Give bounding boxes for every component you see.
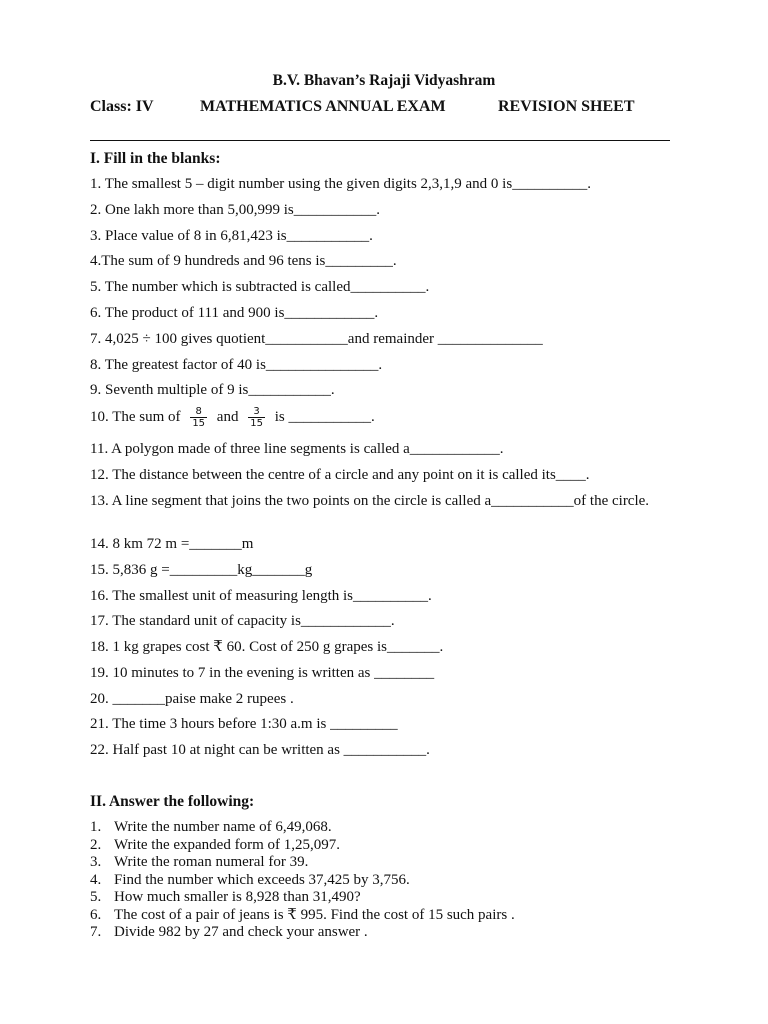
list-item: 4. Find the number which exceeds 37,425 by 3,756. [90,871,410,888]
question-16: 16. The smallest unit of measuring length is__________. [90,588,432,604]
question-18: 18. 1 kg grapes cost ₹ 60. Cost of 250 g grapes is_______. [90,639,444,655]
list-item: 3. Write the roman numeral for 39. [90,854,309,870]
question-14: 14. 8 km 72 m =_______m [90,536,254,552]
section-1-title: I. Fill in the blanks: [90,150,221,167]
header-divider [90,140,670,141]
question-21: 21. The time 3 hours before 1:30 a.m is _________ [90,716,398,732]
list-item: 6. The cost of a pair of jeans is ₹ 995. Find the cost of 15 such pairs . [90,906,515,923]
question-20: 20. _______paise make 2 rupees . [90,691,294,707]
answer-list [90,819,690,942]
fraction-denominator: 15 [250,418,263,429]
question-17: 17. The standard unit of capacity is____________. [90,613,395,629]
question-15: 15. 5,836 g =_________kg_______g [90,562,313,578]
question-22: 22. Half past 10 at night can be written as ___________. [90,742,430,758]
list-item: 5. How much smaller is 8,928 than 31,490? [90,889,361,905]
sheet-title: REVISION SHEET [498,98,635,115]
question-6: 6. The product of 111 and 900 is____________. [90,305,379,321]
question-4: 4.The sum of 9 hundreds and 96 tens is_________. [90,253,397,269]
list-item: 1. Write the number name of 6,49,068. [90,819,332,835]
q10-and: and [216,408,239,425]
question-8: 8. The greatest factor of 40 is_______________. [90,357,383,373]
question-19: 19. 10 minutes to 7 in the evening is written as ________ [90,665,435,681]
list-item: 2. Write the expanded form of 1,25,097. [90,836,340,853]
q10-suffix: is ___________. [274,408,375,425]
fraction-3-15 [248,406,265,429]
school-name: B.V. Bhavan’s Rajaji Vidyashram [272,72,496,89]
question-11: 11. A polygon made of three line segments is called a____________. [90,441,504,457]
fraction-numerator: 8 [190,406,207,418]
question-12: 12. The distance between the centre of a circle and any point on it is called its____. [90,467,590,483]
fraction-8-15 [190,406,207,429]
question-1: 1. The smallest 5 – digit number using the given digits 2,3,1,9 and 0 is__________. [90,176,591,192]
question-10 [90,406,680,429]
q10-prefix: 10. The sum of [90,408,181,425]
question-13: 13. A line segment that joins the two points on the circle is called a___________of the circle. [90,493,650,509]
fraction-denominator: 15 [192,418,206,429]
section-2-title: II. Answer the following: [90,793,255,810]
exam-title: MATHEMATICS ANNUAL EXAM [200,98,446,115]
question-3: 3. Place value of 8 in 6,81,423 is___________. [90,228,373,244]
list-item: 7. Divide 982 by 27 and check your answer . [90,924,368,940]
question-9: 9. Seventh multiple of 9 is___________. [90,382,335,398]
question-7: 7. 4,025 ÷ 100 gives quotient___________and remainder ______________ [90,331,543,347]
class-label: Class: IV [90,98,154,115]
question-2: 2. One lakh more than 5,00,999 is___________. [90,202,380,218]
fraction-numerator: 3 [248,406,265,418]
question-5: 5. The number which is subtracted is called__________. [90,279,430,295]
